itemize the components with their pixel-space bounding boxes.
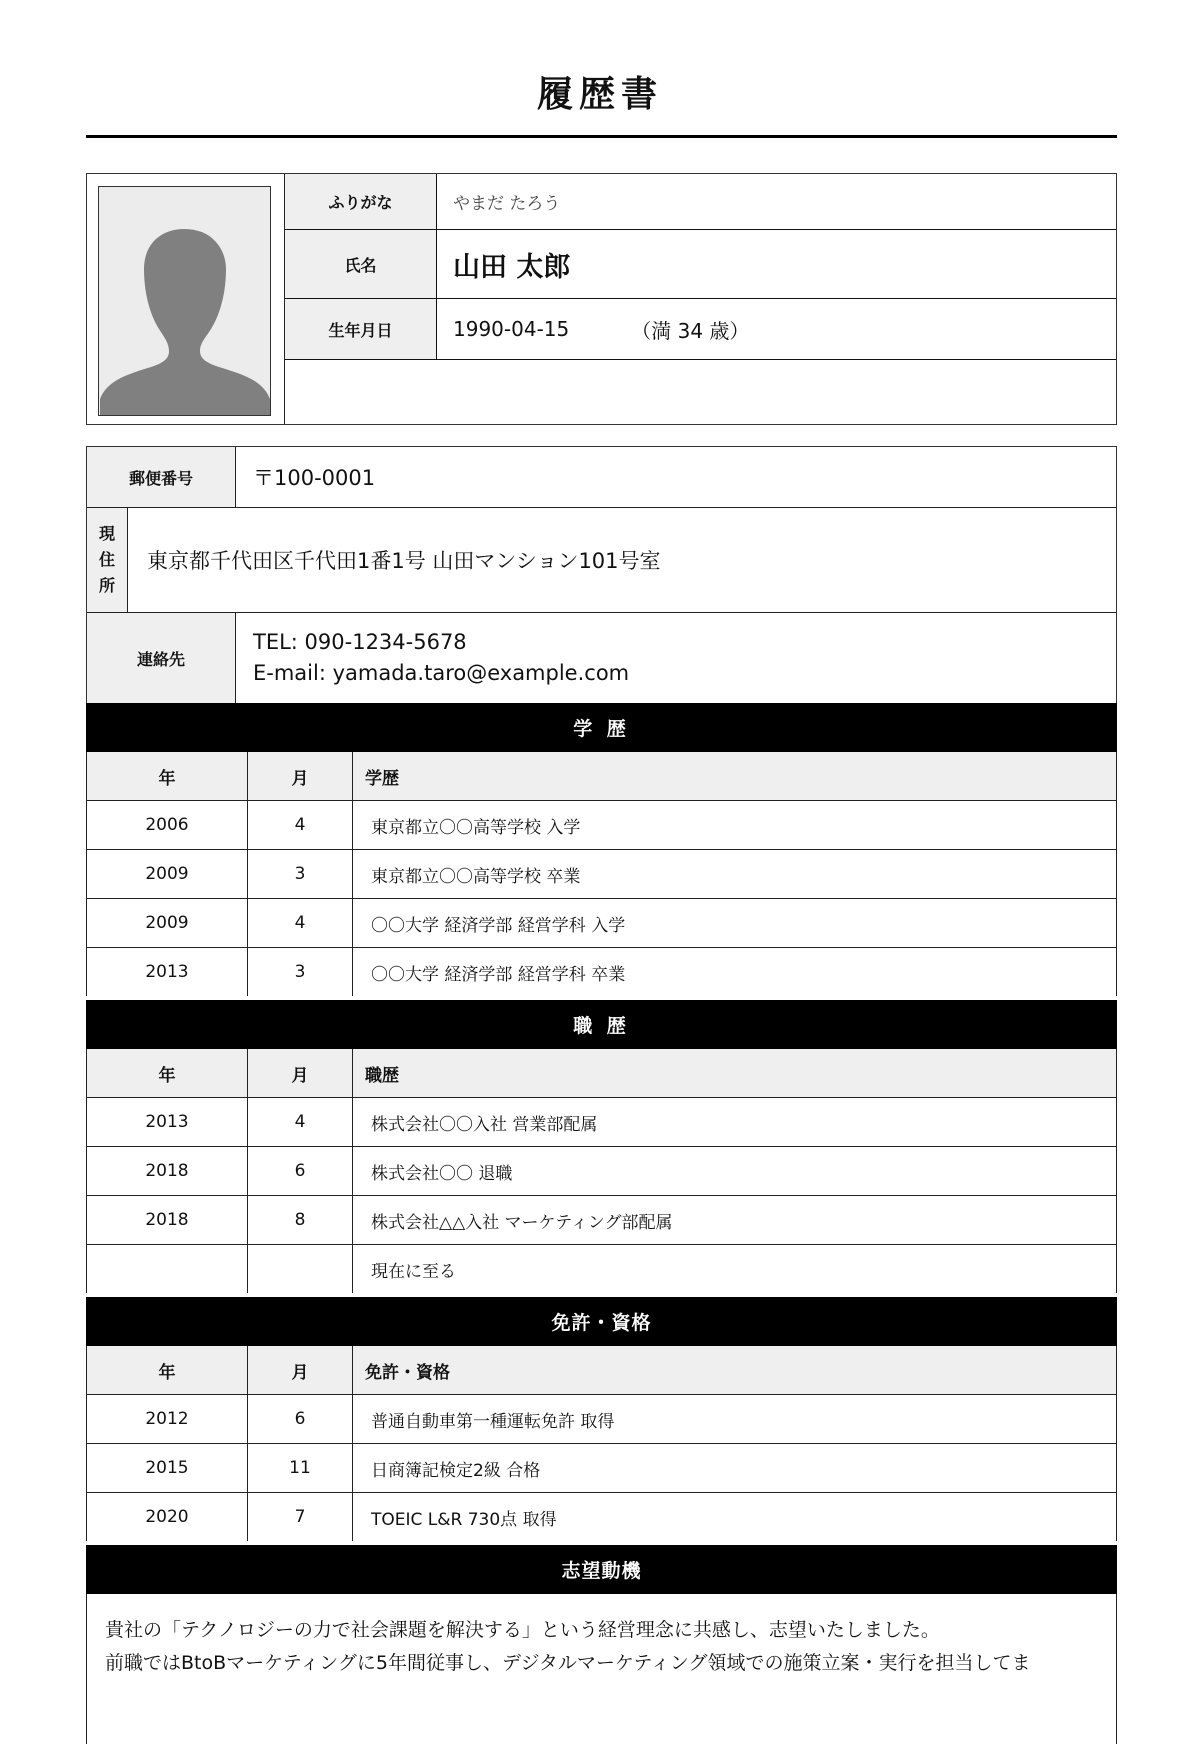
furigana-value: やまだ たろう <box>453 194 561 214</box>
dob-label: 生年月日 <box>285 299 437 359</box>
postal-value: 〒100-0001 <box>253 466 376 490</box>
furigana-row <box>285 174 1116 230</box>
licenses-table <box>86 1346 1117 1541</box>
name-row <box>285 230 1116 299</box>
licenses-section <box>86 1297 1117 1541</box>
table-row: 2015 11 日商簿記検定2級 合格 <box>87 1444 1116 1493</box>
motivation-section <box>86 1545 1117 1744</box>
licenses-title: 免許・資格 <box>86 1297 1117 1346</box>
postal-row <box>87 447 1116 508</box>
education-table <box>86 752 1117 996</box>
name-value: 山田 太郎 <box>453 251 571 283</box>
email-value: E-mail: yamada.taro@example.com <box>253 661 630 685</box>
table-row: 2006 4 東京都立〇〇高等学校 入学 <box>87 801 1116 850</box>
address-label: 現 住 所 <box>87 508 128 612</box>
table-row: 2018 8 株式会社△△入社 マーケティング部配属 <box>87 1196 1116 1245</box>
table-header: 年 月 学歴 <box>87 752 1116 801</box>
table-row: 2012 6 普通自動車第一種運転免許 取得 <box>87 1395 1116 1444</box>
motivation-text <box>86 1594 1117 1744</box>
table-header: 年 月 職歴 <box>87 1049 1116 1098</box>
education-title: 学 歴 <box>86 703 1117 752</box>
table-row: 2020 7 TOEIC L&R 730点 取得 <box>87 1493 1116 1541</box>
career-section <box>86 1000 1117 1293</box>
table-row: 2013 4 株式会社〇〇入社 営業部配属 <box>87 1098 1116 1147</box>
career-title: 職 歴 <box>86 1000 1117 1049</box>
photo-frame[interactable] <box>98 186 271 416</box>
table-row: 2018 6 株式会社〇〇 退職 <box>87 1147 1116 1196</box>
address-value-container <box>147 508 1116 612</box>
contact-label: 連絡先 <box>87 613 236 703</box>
title-divider <box>86 135 1117 138</box>
contact-value-container <box>253 613 1116 703</box>
table-row: 2013 3 〇〇大学 経済学部 経営学科 卒業 <box>87 948 1116 996</box>
name-label: 氏名 <box>285 230 437 298</box>
motivation-line: 前職ではBtoBマーケティングに5年間従事し、デジタルマーケティング領域での施策立案・実行を担当してま <box>105 1652 1031 1674</box>
age-value: （満 34 歳） <box>631 318 750 343</box>
person-silhouette-icon <box>99 187 270 415</box>
address-value: 東京都千代田区千代田1番1号 山田マンション101号室 <box>147 549 661 573</box>
photo-column <box>87 174 285 424</box>
contact-row <box>87 613 1116 703</box>
dob-row <box>285 299 1116 360</box>
education-section <box>86 703 1117 996</box>
motivation-line: 貴社の「テクノロジーの力で社会課題を解決する」という経営理念に共感し、志望いたしました。 <box>105 1619 940 1641</box>
dob-value-container <box>453 299 1116 359</box>
motivation-title: 志望動機 <box>86 1545 1117 1594</box>
dob-value: 1990-04-15 <box>453 317 570 341</box>
tel-value: TEL: 090-1234-5678 <box>253 630 467 654</box>
table-row: 2009 4 〇〇大学 経済学部 経営学科 入学 <box>87 899 1116 948</box>
page-title: 履歴書 <box>536 74 663 115</box>
postal-value-container <box>253 447 1116 507</box>
postal-label: 郵便番号 <box>87 447 236 507</box>
table-row: 2009 3 東京都立〇〇高等学校 卒業 <box>87 850 1116 899</box>
contact-block <box>86 446 1117 704</box>
table-header: 年 月 免許・資格 <box>87 1346 1116 1395</box>
furigana-label: ふりがな <box>285 174 437 229</box>
profile-block <box>86 173 1117 425</box>
address-row <box>87 508 1116 613</box>
career-table <box>86 1049 1117 1293</box>
table-row: 現在に至る <box>87 1245 1116 1293</box>
